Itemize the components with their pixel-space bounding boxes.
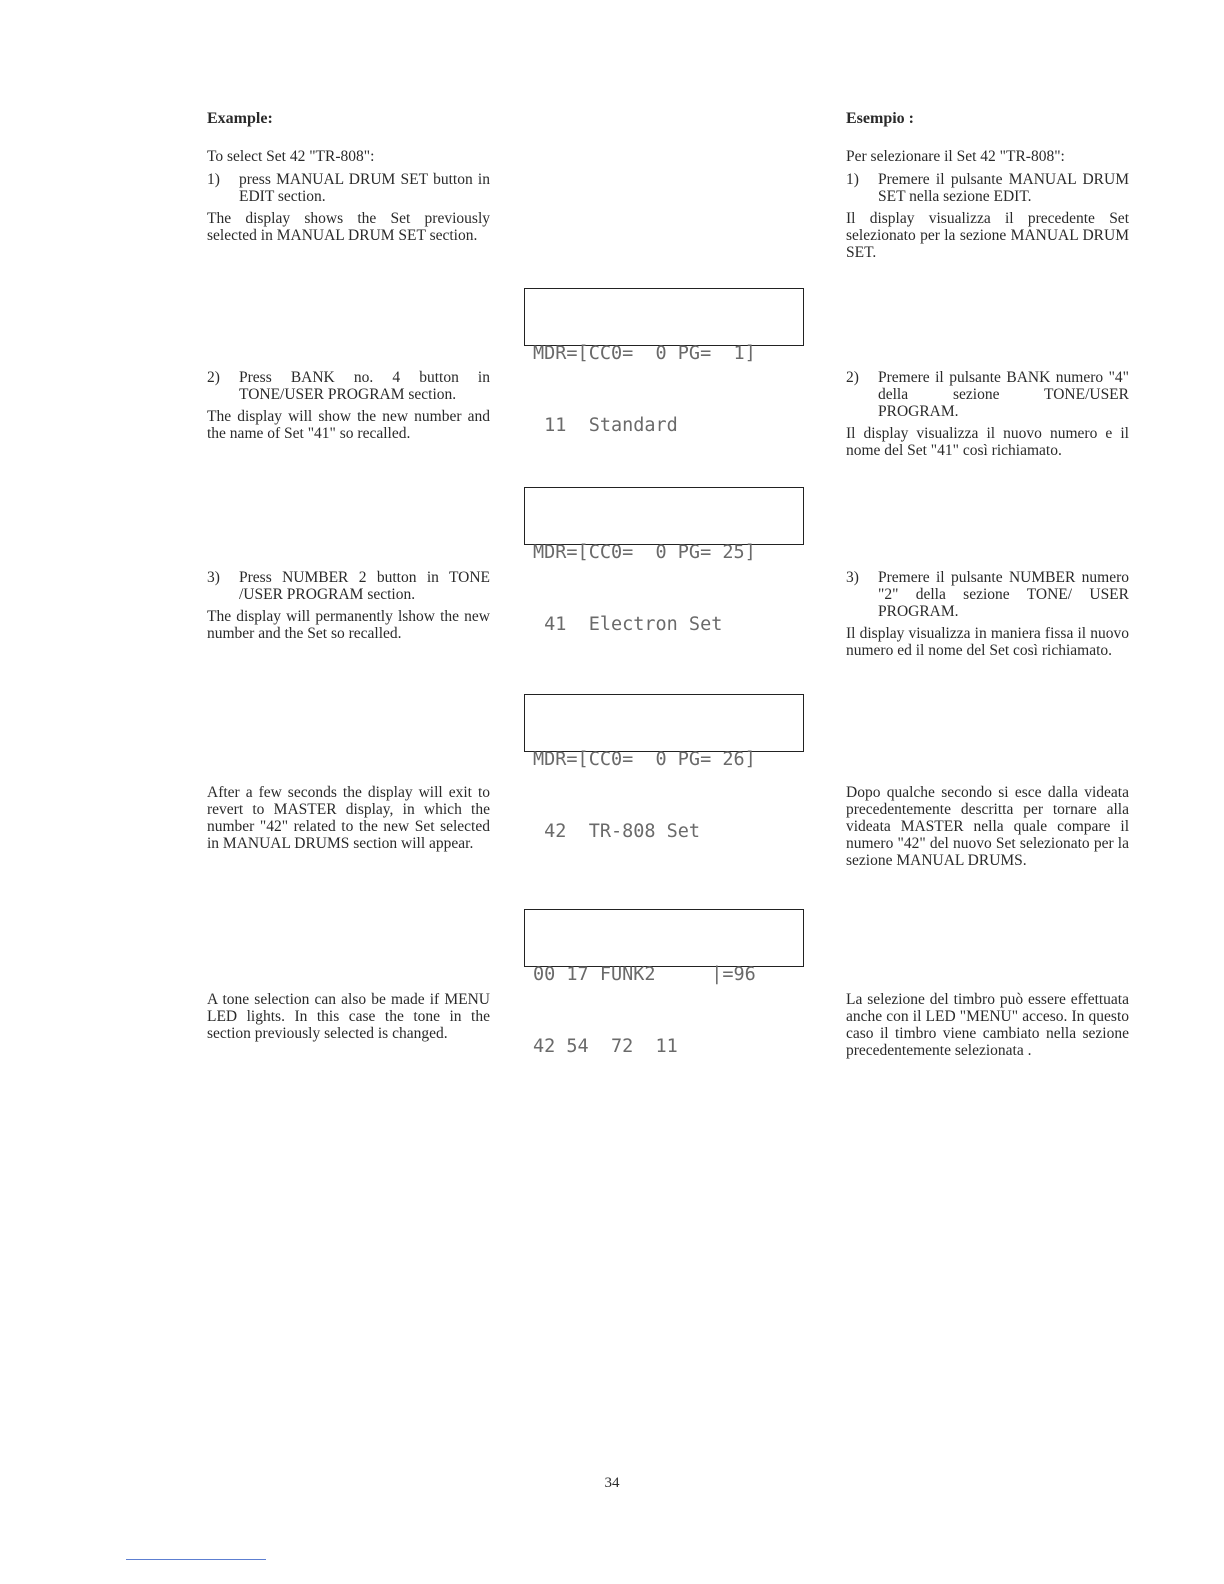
tone-text: A tone selection can also be made if MENU LED lights. In this case the tone in the section previously selected is changed. [207, 991, 490, 1042]
left-step3-block [207, 569, 490, 648]
footnote-divider [126, 1559, 266, 1560]
lcd-line-1: MDR=[CC0= 0 PG= 25] [533, 542, 756, 563]
step-3-description: The display will permanently lshow the new number and the Set so recalled. [207, 608, 490, 642]
lcd-line-1: MDR=[CC0= 0 PG= 1] [533, 343, 756, 364]
lcd-line-2: 42 TR-808 Set [533, 821, 701, 842]
right-after-block [846, 784, 1129, 875]
right-tone-block [846, 991, 1129, 1065]
right-step1-block [846, 148, 1129, 267]
lcd-display-1 [524, 288, 804, 436]
lcd-line-2: 42 54 72 11 [533, 1036, 678, 1057]
step-3-description-it: Il display visualizza in maniera fissa il nuovo numero ed il nome del Set così richiamato. [846, 625, 1129, 659]
step-1-it: 1) Premere il pulsante MANUAL DRUM SET nella sezione EDIT. [846, 171, 1129, 205]
page-number: 34 [604, 1475, 620, 1491]
right-step2-block [846, 369, 1129, 465]
lcd-line-2: 11 Standard [533, 415, 678, 436]
intro-text-it: Per selezionare il Set 42 "TR-808": [846, 148, 1065, 165]
after-text: After a few seconds the display will exit to revert to MASTER display, in which the number "42" related to the new Set selected in MANUAL DRUMS section will appear. [207, 784, 490, 852]
step-1: 1) press MANUAL DRUM SET button in EDIT section. [207, 171, 490, 205]
tone-text-it: La selezione del timbro può essere effettuata anche con il LED "MENU" acceso. In questo caso il timbro viene cambiato nella sezione precedentemente selezionata . [846, 991, 1129, 1059]
left-after-block [207, 784, 490, 858]
after-text-it: Dopo qualche secondo si esce dalla videata precedentemente descritta per tornare alla videata MASTER nella quale compare il numero "42" del nuovo Set selezionato per la sezione MANUAL DRUMS. [846, 784, 1129, 869]
step-1-description: The display shows the Set previously selected in MANUAL DRUM SET section. [207, 210, 490, 244]
step-2-it: 2) Premere il pulsante BANK numero "4" della sezione TONE/USER PROGRAM. [846, 369, 1129, 420]
lcd-line-2: 41 Electron Set [533, 614, 723, 635]
step-2: 2) Press BANK no. 4 button in TONE/USER PROGRAM section. [207, 369, 490, 403]
right-step3-block [846, 569, 1129, 665]
lcd-line-1: 00 17 FUNK2 |=96 [533, 964, 756, 985]
esempio-heading: Esempio : [846, 110, 914, 127]
step-2-description-it: Il display visualizza il nuovo numero e il nome del Set "41" così richiamato. [846, 425, 1129, 459]
step-3: 3) Press NUMBER 2 button in TONE /USER PROGRAM section. [207, 569, 490, 603]
lcd-line-1: MDR=[CC0= 0 PG= 26] [533, 749, 756, 770]
left-tone-block [207, 991, 490, 1048]
step-3-it: 3) Premere il pulsante NUMBER numero "2" della sezione TONE/ USER PROGRAM. [846, 569, 1129, 620]
step-2-description: The display will show the new number and the name of Set "41" so recalled. [207, 408, 490, 442]
intro-text: To select Set 42 "TR-808": [207, 148, 375, 165]
step-1-description-it: Il display visualizza il precedente Set selezionato per la sezione MANUAL DRUM SET. [846, 210, 1129, 261]
lcd-display-master [524, 909, 804, 1057]
left-step1-block [207, 148, 490, 250]
example-heading: Example: [207, 110, 273, 127]
left-step2-block [207, 369, 490, 448]
lcd-display-2 [524, 487, 804, 635]
lcd-display-3 [524, 694, 804, 842]
